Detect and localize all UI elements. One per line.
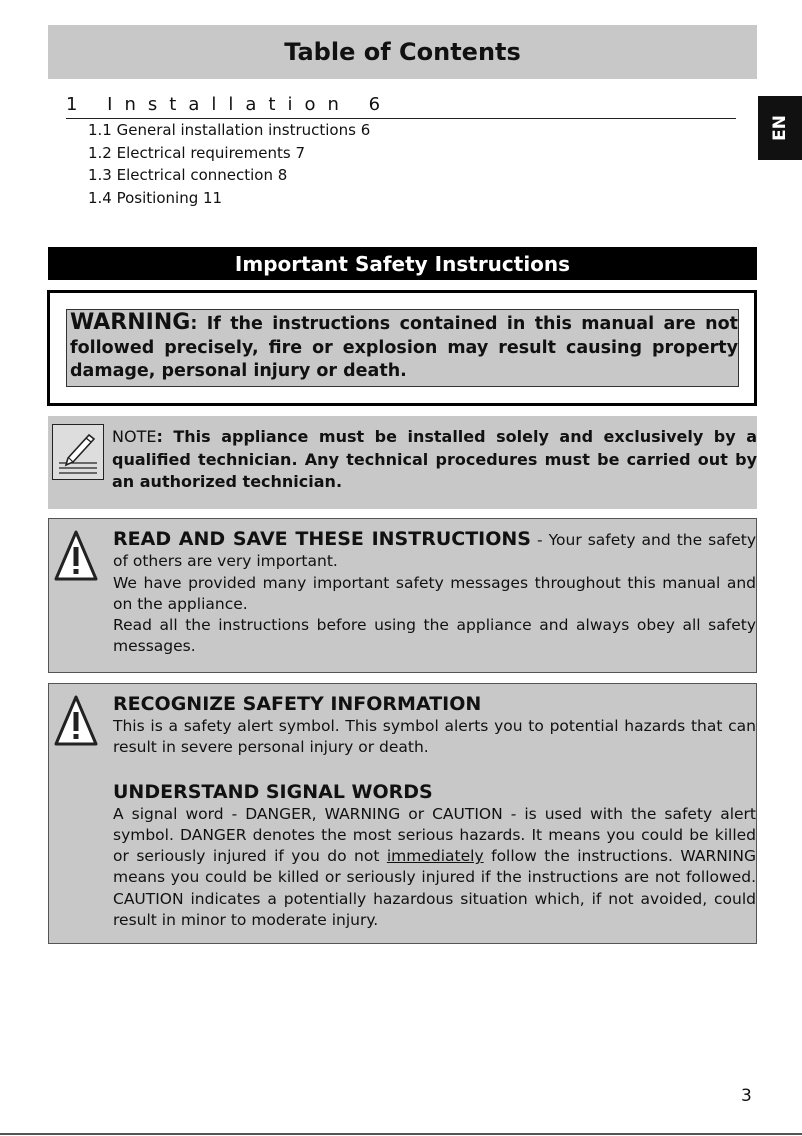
read-save-heading: READ AND SAVE THESE INSTRUCTIONS: [113, 528, 531, 550]
signal-words-text-a: A signal word - DANGER, WARNING or CAUTION - is used with the safety alert symbol. DANGER denotes the most serious hazards. It means you could be killed or seriously injured if you do not: [113, 804, 756, 866]
language-tab: [758, 96, 802, 160]
language-tab-label: EN: [770, 115, 790, 141]
safety-alert-triangle-icon: [53, 694, 99, 748]
recognize-heading: RECOGNIZE SAFETY INFORMATION: [113, 693, 482, 715]
note-text-block: [112, 426, 757, 494]
toc-chapter-1[interactable]: 1 Installation 6: [66, 94, 736, 119]
signal-words-paragraph: [113, 804, 756, 932]
toc-item-1-4[interactable]: 1.4 Positioning 11: [88, 188, 223, 207]
note-label: NOTE: [112, 427, 157, 446]
warning-box: [47, 290, 757, 406]
read-save-text: [113, 527, 756, 658]
toc-item-1-1[interactable]: 1.1 General installation instructions 6: [88, 121, 371, 139]
read-save-box: [48, 518, 757, 673]
note-pencil-icon: [52, 424, 104, 480]
warning-text-block: [66, 309, 739, 387]
signal-words-heading: UNDERSTAND SIGNAL WORDS: [113, 780, 433, 803]
page-number: 3: [741, 1086, 752, 1106]
read-save-paragraph-2: We have provided many important safety messages throughout this manual and on the appliance.: [113, 573, 756, 613]
note-box: [48, 416, 757, 509]
safety-section-title: Important Safety Instructions: [48, 247, 757, 280]
toc-list: [88, 119, 370, 209]
recognize-box: [48, 683, 757, 944]
recognize-text: [113, 692, 756, 931]
signal-words-underlined: immediately: [386, 847, 484, 866]
warning-text: : If the instructions contained in this manual are not followed precisely, fire or explosion may result causing property damage, personal injury or death.: [70, 314, 738, 381]
signal-words-text-b: follow the instructions. WARNING means you could be killed or seriously injured if the instructions are not followed. CAUTION indicates a potentially hazardous situation which, if not avoided, could result in minor to moderate injury.: [113, 847, 756, 930]
toc-item-1-2[interactable]: 1.2 Electrical requirements 7: [88, 143, 306, 162]
note-text: : This appliance must be installed solely and exclusively by a qualified technician. Any technical procedures must be carried out by an authorized technician.: [112, 427, 757, 491]
recognize-paragraph: This is a safety alert symbol. This symbol alerts you to potential hazards that can result in severe personal injury or death.: [113, 717, 756, 757]
toc-title: Table of Contents: [48, 25, 757, 79]
read-save-lead: - Your safety and the safety of others are very important.: [113, 531, 756, 571]
toc-item-1-3[interactable]: 1.3 Electrical connection 8: [88, 166, 288, 184]
bottom-divider: [0, 1133, 802, 1135]
read-save-paragraph-3: Read all the instructions before using the appliance and always obey all safety messages.: [113, 616, 756, 656]
warning-triangle-icon: [53, 529, 99, 583]
warning-label: WARNING: [70, 310, 191, 335]
